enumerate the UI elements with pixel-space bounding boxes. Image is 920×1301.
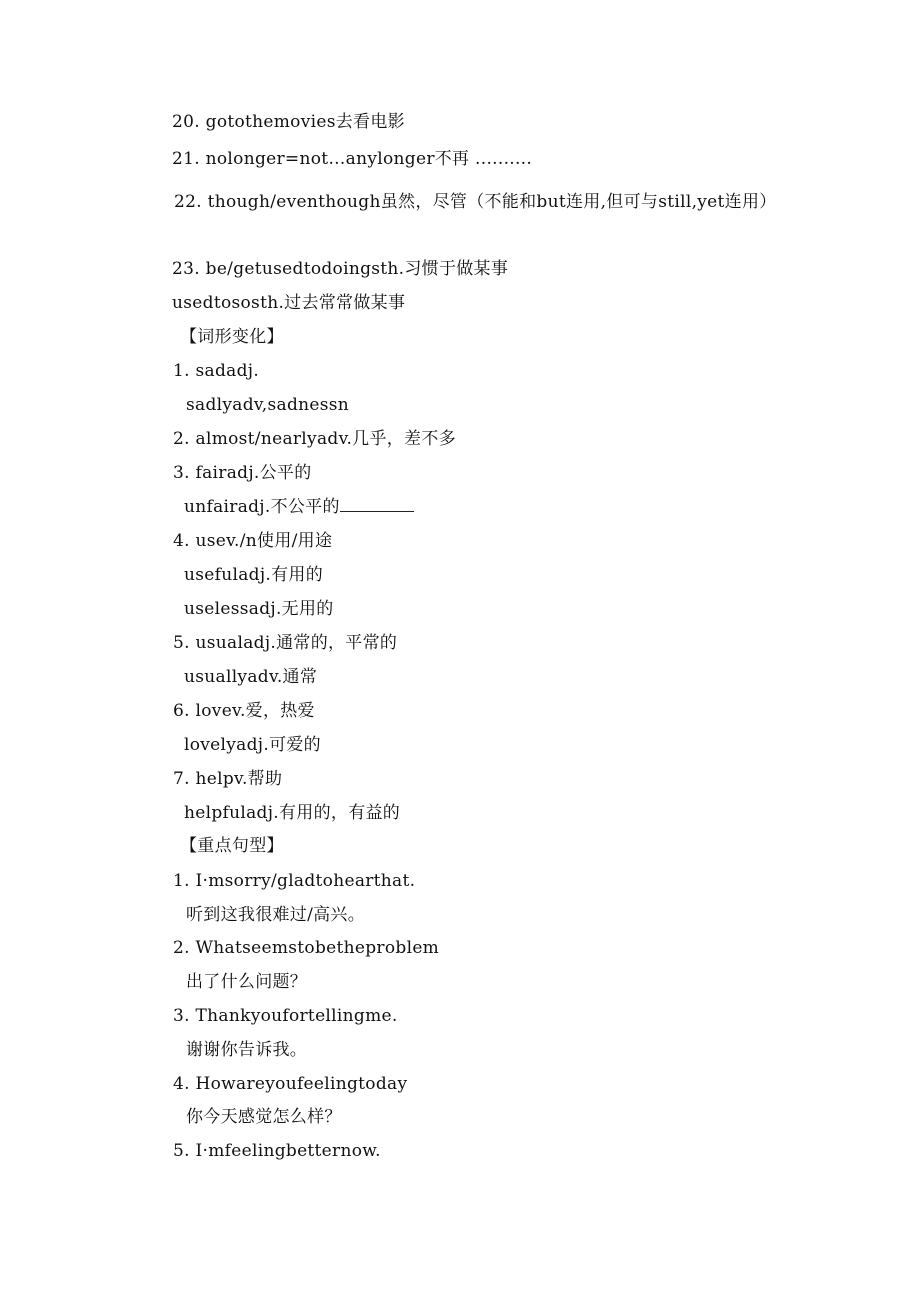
- phrase-20: 20. gotothemovies去看电影: [172, 112, 405, 132]
- phrase-22: 22. though/eventhough虽然，尽管（不能和but连用,但可与still,yet连用）: [174, 192, 777, 212]
- word-form-4: 4. usev./n使用/用途: [173, 531, 333, 551]
- phrase-23: 23. be/getusedtodoingsth.习惯于做某事: [172, 259, 509, 279]
- word-form-5: 5. usualadj.通常的，平常的: [173, 633, 398, 653]
- word-form-2: 2. almost/nearlyadv.几乎，差不多: [173, 429, 456, 449]
- section-heading-key-sentences: 【重点句型】: [180, 836, 284, 856]
- fill-in-blank: [340, 497, 414, 512]
- word-form-6-derived: lovelyadj.可爱的: [184, 735, 321, 755]
- word-form-4-derived-a: usefuladj.有用的: [184, 565, 324, 585]
- sentence-3-translation: 谢谢你告诉我。: [186, 1040, 308, 1060]
- section-heading-word-forms: 【词形变化】: [180, 327, 284, 347]
- word-form-6: 6. lovev.爱，热爱: [173, 701, 315, 721]
- sentence-2: 2. Whatseemstobetheproblem: [173, 938, 440, 958]
- phrase-21: 21. nolonger=not…anylonger不再 ..........: [172, 149, 533, 169]
- sentence-1: 1. I·msorry/gladtohearthat.: [173, 871, 416, 891]
- word-form-3-derived: [184, 496, 414, 518]
- phrase-23-sub: usedtososth.过去常常做某事: [172, 293, 406, 313]
- word-form-7-derived: helpfuladj.有用的，有益的: [184, 803, 401, 823]
- sentence-5: 5. I·mfeelingbetternow.: [173, 1141, 381, 1161]
- word-form-4-derived-b: uselessadj.无用的: [184, 599, 334, 619]
- word-form-7: 7. helpv.帮助: [173, 769, 283, 789]
- sentence-3: 3. Thankyoufortellingme.: [173, 1006, 398, 1026]
- word-form-5-derived: usuallyadv.通常: [184, 667, 318, 687]
- sentence-1-translation: 听到这我很难过/高兴。: [186, 905, 366, 925]
- word-form-1: 1. sadadj.: [173, 361, 260, 381]
- sentence-2-translation: 出了什么问题？: [186, 972, 308, 992]
- word-form-3: 3. fairadj.公平的: [173, 463, 312, 483]
- sentence-4: 4. Howareyoufeelingtoday: [173, 1074, 408, 1094]
- word-form-3-derived-text: unfairadj.不公平的: [184, 497, 340, 517]
- word-form-1-derived: sadlyadv,sadnessn: [186, 395, 350, 415]
- sentence-4-translation: 你今天感觉怎么样？: [186, 1107, 342, 1127]
